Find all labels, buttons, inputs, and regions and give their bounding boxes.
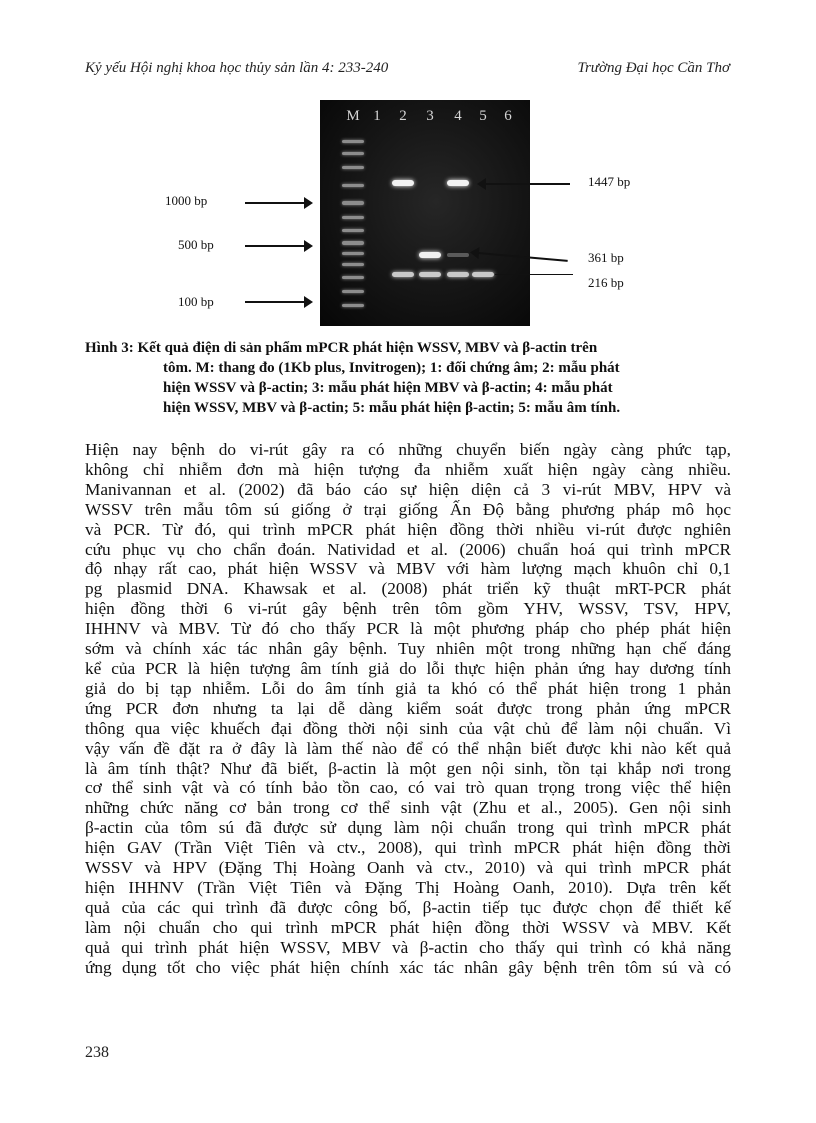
text-line: thông qua việc khuếch đại đồng thời nội sinh của vật chủ để làm nội chuẩn. Vì	[85, 718, 731, 738]
text-line: và PCR. Từ đó, qui trình mPCR phát hiện đồng thời nhiều vi-rút được nghiên	[85, 519, 731, 539]
body-paragraph	[85, 440, 731, 977]
text-line: β-actin của tôm sú đã được sử dụng làm nội chuẩn trong qui trình mPCR phát	[85, 818, 731, 838]
ladder-band	[342, 290, 364, 293]
arrow-right-icon	[245, 202, 305, 204]
ladder-band	[342, 201, 364, 205]
band-lane3-216bp	[419, 272, 441, 277]
lane-label-3: 3	[426, 108, 434, 124]
band-lane4-216bp	[447, 272, 469, 277]
text-line: những chức năng cơ bản trong cơ thể sinh vật (Zhu et al., 2005). Gen nội sinh	[85, 798, 731, 818]
text-line: là âm tính thật? Như đã biết, β-actin là một gen nội sinh, tồn tại khắp nơi trong	[85, 758, 731, 778]
band-lane4-1447bp	[447, 180, 469, 186]
ladder-band	[342, 304, 364, 307]
running-header-left: Kỷ yếu Hội nghị khoa học thủy sản lần 4: 233-240	[85, 60, 389, 76]
ladder-band	[342, 276, 364, 279]
band-lane2-216bp	[392, 272, 414, 277]
text-line: hiện GAV (Trần Việt Tiên và ctv., 2008), qui trình mPCR phát hiện đồng thời	[85, 838, 731, 858]
ladder-band	[342, 184, 364, 187]
ladder-band	[342, 241, 364, 245]
text-line: hiện đồng thời 6 vi-rút gây bệnh trên tôm gồm YHV, WSSV, TSV, HPV,	[85, 599, 731, 619]
ladder-band	[342, 140, 364, 143]
marker-line	[495, 274, 573, 275]
lane-label-m: M	[346, 108, 360, 124]
text-line: vậy vấn đề đặt ra ở đây là làm thế nào để có thể nhận biết được khi nào kết quả	[85, 738, 731, 758]
arrow-left-icon	[485, 183, 570, 185]
marker-label-100bp: 100 bp	[178, 294, 214, 309]
ladder-band	[342, 229, 364, 232]
caption-line: Hình 3: Kết quả điện di sản phẩm mPCR phát hiện WSSV, MBV và β-actin trên	[85, 340, 598, 356]
text-line: quả của các qui trình đã được công bố, β-actin tiếp tục được chọn để thiết kế	[85, 897, 731, 917]
ladder-band	[342, 152, 364, 155]
text-line: WSSV trên mẫu tôm sú giống ở trại giống Ấn Độ bằng phương pháp mô học	[85, 499, 731, 519]
figure-caption	[85, 338, 735, 418]
marker-label-1447bp: 1447 bp	[588, 174, 631, 189]
text-line: không chỉ nhiễm đơn mà hiện tượng đa nhiễm xuất hiện ngày càng nhiều.	[85, 459, 731, 479]
text-line: sớm và chính xác tác nhân gây bệnh. Tuy nhiên một trong những hạn chế đáng	[85, 639, 731, 659]
text-line: WSSV và HPV (Đặng Thị Hoàng Oanh và ctv., 2010) và qui trình mPCR phát	[85, 858, 731, 878]
page-number: 238	[85, 1044, 109, 1061]
lane-label-1: 1	[373, 108, 381, 124]
text-line: hiện IHHNV (Trần Việt Tiên và Đặng Thị Hoàng Oanh, 2010). Dựa trên kết	[85, 877, 731, 897]
text-line: cơ thể sinh vật và có tính bảo tồn cao, có vai trò quan trọng trong việc thể hiện	[85, 778, 731, 798]
text-line: Hiện nay bệnh do vi-rút gây ra có những chuyển biến ngày càng phức tạp,	[85, 440, 731, 459]
ladder-band	[342, 166, 364, 169]
text-line: cứu phục vụ cho chẩn đoán. Natividad et al. (2006) chuẩn hoá qui trình mPCR	[85, 539, 731, 559]
text-line: kể của PCR là hiện tượng âm tính giả do lỗi thực hiện phản ứng hay dương tính	[85, 658, 731, 678]
caption-line: hiện WSSV, MBV và β-actin; 5: mẫu phát hiện β-actin; 5: mẫu âm tính.	[163, 400, 621, 416]
text-line: Manivannan et al. (2002) đã báo cáo sự hiện diện cả 3 vi-rút MBV, HPV và	[85, 479, 731, 499]
caption-line: hiện WSSV và β-actin; 3: mẫu phát hiện MBV và β-actin; 4: mẫu phát	[163, 380, 613, 396]
text-line: pg plasmid DNA. Khawsak et al. (2008) phát triển kỹ thuật mRT-PCR phát	[85, 579, 731, 599]
marker-label-1000bp: 1000 bp	[165, 193, 208, 208]
ladder-band	[342, 263, 364, 266]
arrow-right-icon	[245, 301, 305, 303]
band-lane4-361bp	[447, 253, 469, 257]
text-line: ứng PCR đơn nhưng ta lại dễ dàng kiểm soát được trong phản ứng mPCR	[85, 698, 731, 718]
arrow-right-icon	[245, 245, 305, 247]
running-header-right: Trường Đại học Cần Thơ	[577, 60, 730, 76]
text-line: làm nội chuẩn cho qui trình mPCR phát hiện đồng thời WSSV và MBV. Kết	[85, 917, 731, 937]
caption-line: tôm. M: thang đo (1Kb plus, Invitrogen); 1: đối chứng âm; 2: mẫu phát	[163, 360, 620, 376]
ladder-band	[342, 216, 364, 219]
marker-label-216bp: 216 bp	[588, 275, 624, 290]
text-line: IHHNV và MBV. Từ đó cho thấy PCR là một phương pháp cho phép phát hiện	[85, 619, 731, 639]
text-line: ứng dụng tốt cho việc phát hiện chính xác tác nhân gây bệnh trên tôm sú và có	[85, 957, 731, 977]
gel-electrophoresis-figure	[160, 100, 660, 328]
gel-image	[320, 100, 530, 326]
band-lane5-216bp	[472, 272, 494, 277]
lane-label-6: 6	[504, 108, 512, 124]
marker-label-361bp: 361 bp	[588, 250, 624, 265]
text-line: quả qui trình phát hiện WSSV, MBV và β-actin cho thấy qui trình có khả năng	[85, 937, 731, 957]
lane-label-2: 2	[399, 108, 407, 124]
text-line: độ nhạy rất cao, phát hiện WSSV và MBV với hàm lượng mạch khuôn chỉ 0,1	[85, 559, 731, 579]
band-lane2-1447bp	[392, 180, 414, 186]
ladder-band	[342, 252, 364, 255]
text-line: giả do bị tạp nhiễm. Lỗi do âm tính giả ta khó có thể phát hiện trong 1 phản	[85, 678, 731, 698]
band-lane3-361bp	[419, 252, 441, 258]
marker-label-500bp: 500 bp	[178, 237, 214, 252]
lane-label-4: 4	[454, 108, 462, 124]
lane-label-5: 5	[479, 108, 487, 124]
